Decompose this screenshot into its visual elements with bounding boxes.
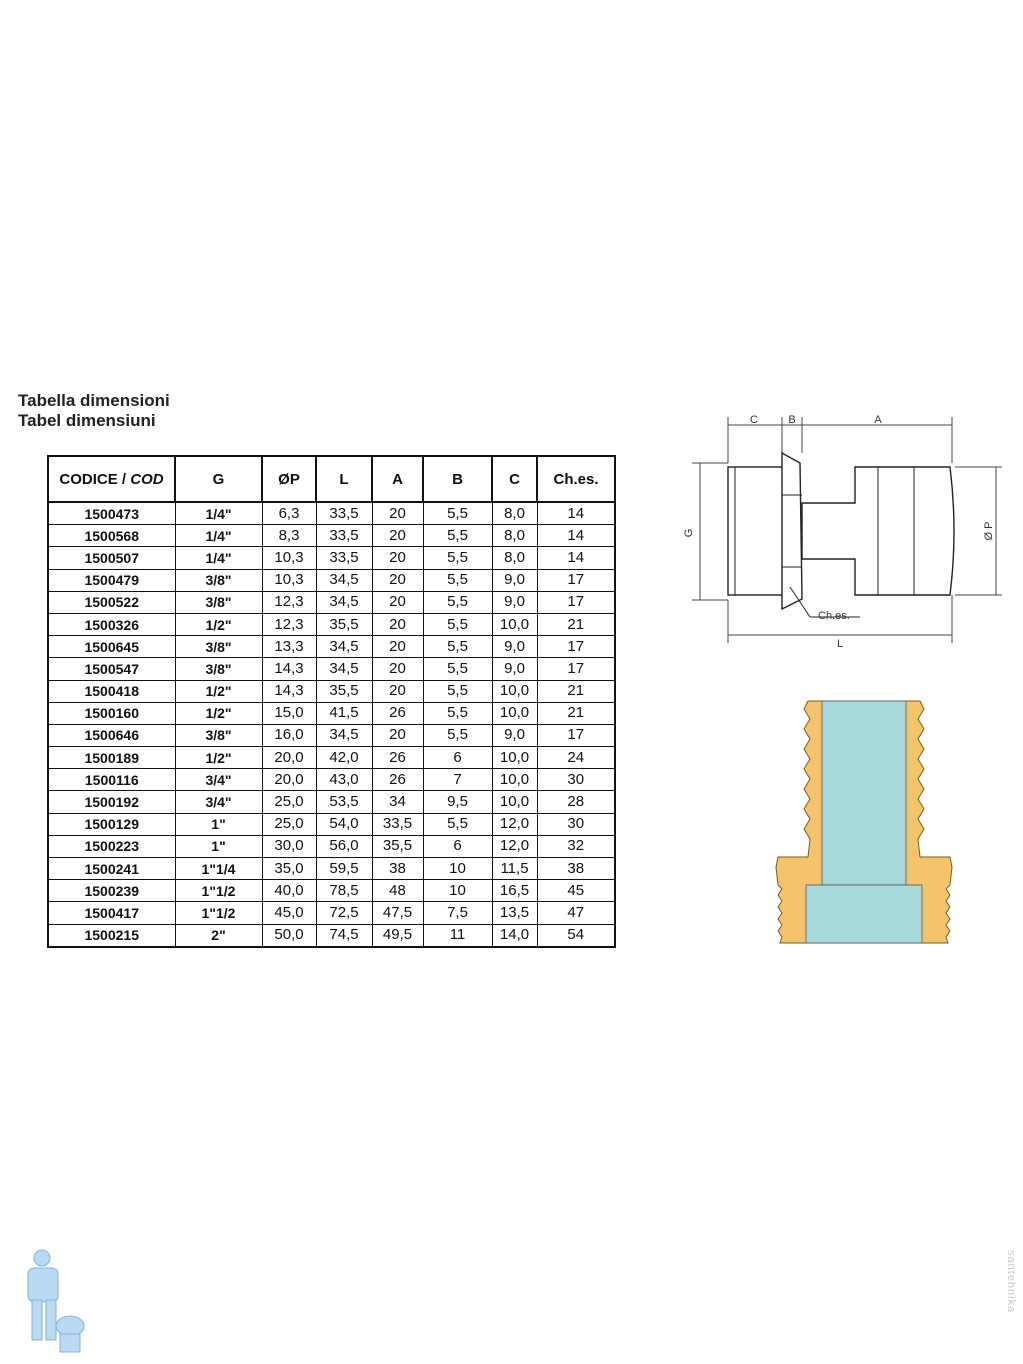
cell-ches: 30 — [537, 813, 615, 835]
table-row — [48, 813, 615, 835]
cell-ches: 38 — [537, 858, 615, 880]
cell-ches: 54 — [537, 924, 615, 947]
table-row — [48, 636, 615, 658]
cell-b: 10 — [423, 858, 492, 880]
cell-p: 40,0 — [262, 880, 316, 902]
cell-l: 34,5 — [316, 724, 372, 746]
cell-code: 1500223 — [48, 835, 175, 857]
col-header-p: ØP — [262, 456, 316, 502]
cell-ches: 17 — [537, 591, 615, 613]
dim-label-b: B — [788, 414, 796, 426]
cell-g: 1"1/2 — [175, 880, 262, 902]
dim-label-p: Ø P — [983, 521, 995, 541]
cell-p: 35,0 — [262, 858, 316, 880]
table-row — [48, 724, 615, 746]
cell-a: 20 — [372, 658, 423, 680]
cell-a: 26 — [372, 747, 423, 769]
cell-c: 12,0 — [492, 813, 537, 835]
cell-c: 12,0 — [492, 835, 537, 857]
cell-a: 49,5 — [372, 924, 423, 947]
cell-g: 1/2" — [175, 613, 262, 635]
cell-l: 43,0 — [316, 769, 372, 791]
cell-l: 78,5 — [316, 880, 372, 902]
cell-code: 1500160 — [48, 702, 175, 724]
cell-l: 34,5 — [316, 658, 372, 680]
table-row — [48, 525, 615, 547]
cell-a: 34 — [372, 791, 423, 813]
cell-ches: 17 — [537, 658, 615, 680]
cell-a: 20 — [372, 613, 423, 635]
cell-a: 20 — [372, 525, 423, 547]
cell-code: 1500241 — [48, 858, 175, 880]
cell-b: 5,5 — [423, 591, 492, 613]
page-title — [18, 391, 170, 431]
cell-p: 25,0 — [262, 813, 316, 835]
cell-a: 20 — [372, 680, 423, 702]
cell-c: 9,0 — [492, 569, 537, 591]
cell-b: 5,5 — [423, 702, 492, 724]
cell-g: 3/8" — [175, 636, 262, 658]
cell-code: 1500568 — [48, 525, 175, 547]
cell-a: 20 — [372, 502, 423, 525]
cell-c: 8,0 — [492, 502, 537, 525]
title-it: Tabella dimensioni — [18, 391, 170, 410]
cell-ches: 14 — [537, 525, 615, 547]
cell-p: 16,0 — [262, 724, 316, 746]
cell-c: 8,0 — [492, 547, 537, 569]
dimensions-table — [47, 455, 616, 948]
cell-c: 8,0 — [492, 525, 537, 547]
cell-p: 12,3 — [262, 613, 316, 635]
cell-l: 74,5 — [316, 924, 372, 947]
cell-b: 5,5 — [423, 813, 492, 835]
cell-b: 6 — [423, 835, 492, 857]
cell-b: 6 — [423, 747, 492, 769]
cell-p: 30,0 — [262, 835, 316, 857]
cell-b: 5,5 — [423, 525, 492, 547]
cell-p: 20,0 — [262, 747, 316, 769]
cell-g: 3/8" — [175, 658, 262, 680]
cell-g: 3/8" — [175, 591, 262, 613]
table-header-row — [48, 456, 615, 502]
dim-label-a: A — [874, 414, 882, 426]
title-ro: Tabel dimensiuni — [18, 411, 156, 430]
table-row — [48, 880, 615, 902]
cell-c: 9,0 — [492, 636, 537, 658]
cell-p: 20,0 — [262, 769, 316, 791]
cell-b: 11 — [423, 924, 492, 947]
table-row — [48, 591, 615, 613]
cell-code: 1500522 — [48, 591, 175, 613]
cell-p: 25,0 — [262, 791, 316, 813]
plumber-logo-icon — [18, 1248, 88, 1358]
cell-l: 33,5 — [316, 525, 372, 547]
table-row — [48, 547, 615, 569]
table-row — [48, 680, 615, 702]
cell-g: 1" — [175, 835, 262, 857]
cell-a: 47,5 — [372, 902, 423, 924]
cell-p: 10,3 — [262, 569, 316, 591]
cell-p: 50,0 — [262, 924, 316, 947]
cell-a: 20 — [372, 569, 423, 591]
cell-c: 10,0 — [492, 791, 537, 813]
cell-ches: 17 — [537, 636, 615, 658]
dim-label-l: L — [836, 638, 844, 650]
cell-l: 35,5 — [316, 680, 372, 702]
cell-c: 10,0 — [492, 680, 537, 702]
cell-p: 10,3 — [262, 547, 316, 569]
cell-p: 14,3 — [262, 680, 316, 702]
cell-c: 10,0 — [492, 702, 537, 724]
cell-l: 34,5 — [316, 569, 372, 591]
cell-code: 1500189 — [48, 747, 175, 769]
cell-l: 34,5 — [316, 636, 372, 658]
cell-code: 1500326 — [48, 613, 175, 635]
cell-code: 1500215 — [48, 924, 175, 947]
cell-p: 14,3 — [262, 658, 316, 680]
cell-a: 20 — [372, 636, 423, 658]
cell-b: 5,5 — [423, 547, 492, 569]
col-header-b: B — [423, 456, 492, 502]
table-row — [48, 924, 615, 947]
cell-code: 1500129 — [48, 813, 175, 835]
cell-g: 1/2" — [175, 702, 262, 724]
cell-l: 59,5 — [316, 858, 372, 880]
cell-l: 53,5 — [316, 791, 372, 813]
cell-g: 3/4" — [175, 791, 262, 813]
table-row — [48, 835, 615, 857]
cell-g: 2" — [175, 924, 262, 947]
cell-l: 33,5 — [316, 547, 372, 569]
cell-c: 9,0 — [492, 658, 537, 680]
cell-a: 20 — [372, 724, 423, 746]
cell-b: 9,5 — [423, 791, 492, 813]
cell-ches: 14 — [537, 547, 615, 569]
cell-g: 1/4" — [175, 502, 262, 525]
cell-ches: 21 — [537, 613, 615, 635]
cell-a: 20 — [372, 547, 423, 569]
cell-l: 42,0 — [316, 747, 372, 769]
cell-b: 5,5 — [423, 613, 492, 635]
cell-ches: 28 — [537, 791, 615, 813]
col-header-a: A — [372, 456, 423, 502]
cell-ches: 17 — [537, 724, 615, 746]
cell-c: 9,0 — [492, 724, 537, 746]
cell-code: 1500547 — [48, 658, 175, 680]
table-row — [48, 569, 615, 591]
dimension-drawing — [680, 405, 1010, 655]
bore-upper — [822, 701, 906, 885]
col-header-ches: Ch.es. — [537, 456, 615, 502]
cell-l: 56,0 — [316, 835, 372, 857]
cell-p: 45,0 — [262, 902, 316, 924]
cell-c: 16,5 — [492, 880, 537, 902]
cell-ches: 24 — [537, 747, 615, 769]
table-row — [48, 658, 615, 680]
cell-code: 1500479 — [48, 569, 175, 591]
cell-l: 54,0 — [316, 813, 372, 835]
cell-g: 1/4" — [175, 547, 262, 569]
cell-l: 35,5 — [316, 613, 372, 635]
cell-g: 1/2" — [175, 747, 262, 769]
cell-ches: 21 — [537, 680, 615, 702]
cell-b: 5,5 — [423, 636, 492, 658]
cell-ches: 30 — [537, 769, 615, 791]
table-row — [48, 858, 615, 880]
cell-g: 3/4" — [175, 769, 262, 791]
table-row — [48, 769, 615, 791]
cell-code: 1500645 — [48, 636, 175, 658]
cell-b: 5,5 — [423, 724, 492, 746]
cell-g: 1"1/2 — [175, 902, 262, 924]
table-row — [48, 502, 615, 525]
cell-code: 1500507 — [48, 547, 175, 569]
cell-code: 1500417 — [48, 902, 175, 924]
cross-section-drawing — [760, 695, 960, 955]
cell-g: 1/2" — [175, 680, 262, 702]
cell-g: 3/8" — [175, 724, 262, 746]
bore-lower — [806, 885, 922, 943]
watermark-text: santehnika — [1005, 1250, 1017, 1314]
cell-b: 5,5 — [423, 680, 492, 702]
cell-p: 15,0 — [262, 702, 316, 724]
cell-c: 10,0 — [492, 769, 537, 791]
cell-g: 1/4" — [175, 525, 262, 547]
cell-ches: 21 — [537, 702, 615, 724]
cell-ches: 32 — [537, 835, 615, 857]
cell-c: 10,0 — [492, 613, 537, 635]
cell-a: 26 — [372, 769, 423, 791]
table-row — [48, 791, 615, 813]
table-row — [48, 902, 615, 924]
cell-b: 5,5 — [423, 502, 492, 525]
cell-c: 13,5 — [492, 902, 537, 924]
dim-label-ches: Ch.es. — [818, 610, 850, 622]
cell-ches: 47 — [537, 902, 615, 924]
cell-g: 1"1/4 — [175, 858, 262, 880]
cell-code: 1500192 — [48, 791, 175, 813]
cell-p: 8,3 — [262, 525, 316, 547]
cell-l: 34,5 — [316, 591, 372, 613]
cell-c: 10,0 — [492, 747, 537, 769]
cell-c: 9,0 — [492, 591, 537, 613]
cell-ches: 17 — [537, 569, 615, 591]
cell-a: 20 — [372, 591, 423, 613]
cell-p: 6,3 — [262, 502, 316, 525]
col-header-c: C — [492, 456, 537, 502]
cell-l: 33,5 — [316, 502, 372, 525]
cell-g: 3/8" — [175, 569, 262, 591]
cell-a: 35,5 — [372, 835, 423, 857]
cell-ches: 14 — [537, 502, 615, 525]
col-header-code: CODICE / COD — [48, 456, 175, 502]
cell-code: 1500116 — [48, 769, 175, 791]
cell-code: 1500418 — [48, 680, 175, 702]
cell-code: 1500473 — [48, 502, 175, 525]
cell-p: 12,3 — [262, 591, 316, 613]
cell-a: 48 — [372, 880, 423, 902]
cell-a: 26 — [372, 702, 423, 724]
cell-l: 41,5 — [316, 702, 372, 724]
cell-code: 1500646 — [48, 724, 175, 746]
table-row — [48, 613, 615, 635]
cell-p: 13,3 — [262, 636, 316, 658]
cell-c: 11,5 — [492, 858, 537, 880]
cell-b: 10 — [423, 880, 492, 902]
table-row — [48, 747, 615, 769]
cell-c: 14,0 — [492, 924, 537, 947]
cell-b: 7,5 — [423, 902, 492, 924]
cell-b: 7 — [423, 769, 492, 791]
table-body — [48, 502, 615, 947]
cell-code: 1500239 — [48, 880, 175, 902]
cell-ches: 45 — [537, 880, 615, 902]
col-header-l: L — [316, 456, 372, 502]
cell-l: 72,5 — [316, 902, 372, 924]
cell-b: 5,5 — [423, 569, 492, 591]
cell-a: 38 — [372, 858, 423, 880]
dim-label-c: C — [750, 414, 758, 426]
cell-g: 1" — [175, 813, 262, 835]
table-row — [48, 702, 615, 724]
cell-a: 33,5 — [372, 813, 423, 835]
col-header-g: G — [175, 456, 262, 502]
cell-b: 5,5 — [423, 658, 492, 680]
dim-label-g: G — [683, 528, 695, 538]
